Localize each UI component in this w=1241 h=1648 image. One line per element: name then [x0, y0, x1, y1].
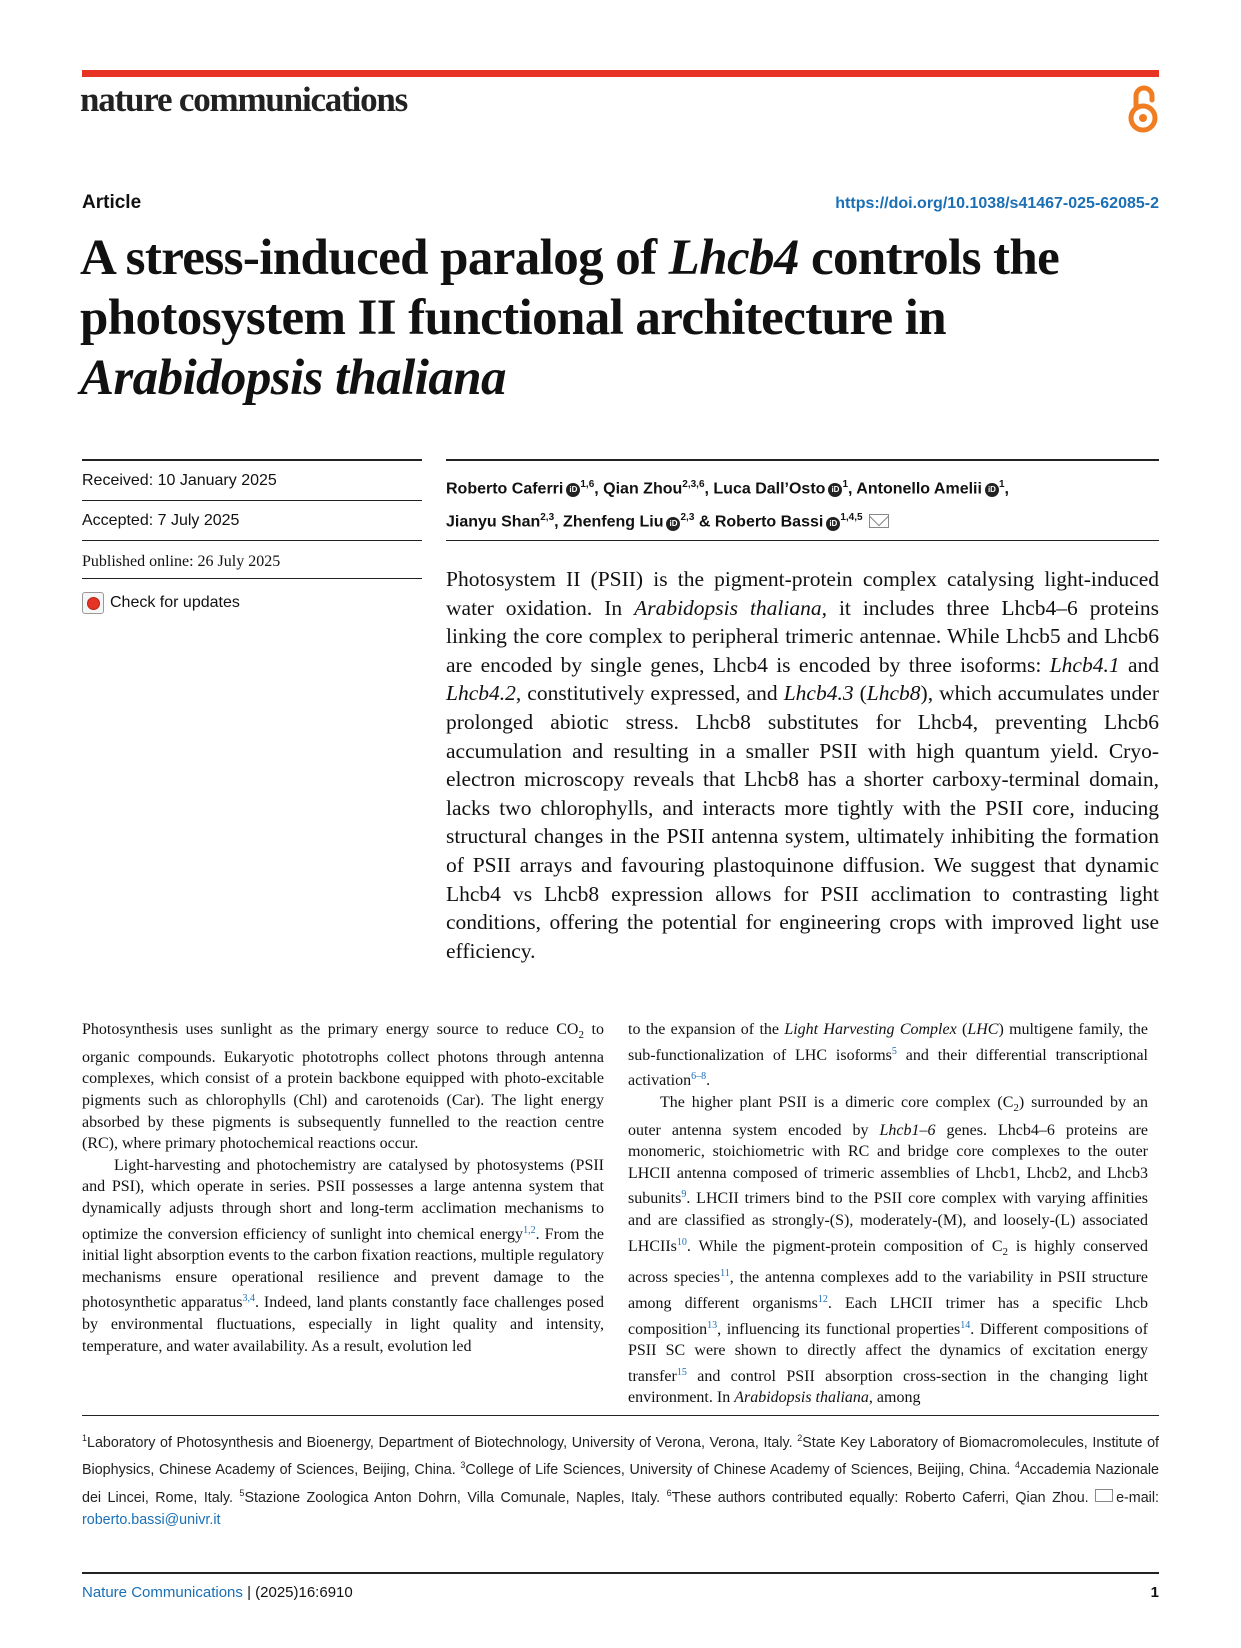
accepted-date: Accepted: 7 July 2025 [82, 512, 240, 529]
footer-volume: | (2025)16:6910 [242, 1584, 353, 1601]
paragraph: to the expansion of the Light Harvesting Complex (LHC) multigene family, the sub-functionalization of LHC isoforms$^5$ and their differential transcriptional activation$^{6-8}$. [628, 1021, 1148, 1090]
mail-icon[interactable] [869, 514, 889, 528]
abstract-text: , constitutively expressed, and [515, 681, 784, 706]
abstract-italic: Arabidopsis thaliana, [634, 595, 827, 620]
crossmark-icon [82, 592, 104, 614]
abstract-italic: Lhcb8 [866, 681, 921, 706]
citation-link[interactable]: 6–8 [691, 1071, 707, 1083]
abstract-text: Photosystem II (PSII) is the pigment-protein complex catalysing light-induced water oxidation. In [446, 567, 1159, 620]
page-number: 1 [1150, 1584, 1159, 1601]
article-type-label: Article [82, 192, 142, 213]
abstract-italic: Lhcb4.1 [1049, 652, 1120, 677]
published-date: Published online: 26 July 2025 [82, 553, 281, 570]
citation-link[interactable]: 13 [707, 1319, 718, 1331]
open-access-icon[interactable] [1124, 84, 1162, 134]
title-gene: Lhcb4 [668, 230, 799, 286]
author-separator: , [848, 480, 857, 498]
received-date: Received: 10 January 2025 [82, 472, 277, 489]
abstract-text: and [1119, 652, 1159, 677]
author-name[interactable]: Jianyu Shan [446, 513, 541, 531]
divider [82, 500, 422, 501]
author-separator: , [554, 513, 564, 531]
check-for-updates-button[interactable] [82, 592, 240, 614]
author-affiliation: 1,6 [580, 479, 595, 490]
author-separator: , [594, 480, 604, 498]
footer-citation [82, 1584, 353, 1601]
article-title [80, 228, 1180, 408]
abstract-text: ( [853, 681, 867, 706]
author-name[interactable]: Luca Dall’Osto [713, 480, 826, 498]
divider [82, 540, 422, 541]
citation-link[interactable]: 1,2 [523, 1224, 536, 1236]
author-name[interactable]: Roberto Bassi [714, 513, 824, 531]
author-affiliation: 2,3,6 [682, 479, 705, 490]
body-column-left [82, 1019, 604, 1357]
abstract [446, 565, 1159, 965]
author-affiliation: 2,3 [680, 512, 695, 524]
mail-icon [1095, 1489, 1113, 1502]
orcid-icon[interactable]: iD [666, 517, 680, 531]
orcid-icon[interactable]: iD [985, 483, 999, 497]
footer-journal-link[interactable]: Nature Communications [82, 1584, 243, 1601]
citation-link[interactable]: 14 [960, 1319, 971, 1331]
orcid-icon[interactable]: iD [566, 483, 580, 497]
abstract-text: ), which accumulates under prolonged abiotic stress. Lhcb8 substitutes for Lhcb4, preventing Lhcb6 accumulation and resulting in a smaller PSII with high quantum yield. Cryo-electron microscopy reveals that Lhcb8 has a shorter carboxy-terminal domain, lacks two chlorophylls, and interacts more tightly with the PSII core, inducing structural changes in the PSII antenna system, ultimately inhibiting the formation of PSII arrays and favouring plastoquinone diffusion. We suggest that dynamic Lhcb4 vs Lhcb8 expression allows for PSII acclimation to contrasting light conditions, offering the potential for engineering crops with improved light use efficiency. [446, 681, 1159, 963]
abstract-italic: Lhcb4.2 [446, 681, 516, 706]
citation-link[interactable]: 3,4 [242, 1293, 255, 1305]
author-name[interactable]: Zhenfeng Liu [563, 513, 664, 531]
citation-link[interactable]: 12 [817, 1293, 828, 1305]
email-link[interactable]: roberto.bassi@univr.it [82, 1511, 221, 1528]
divider [446, 459, 1159, 461]
top-accent-rule [82, 70, 1159, 77]
divider [446, 540, 1159, 541]
title-species: Arabidopsis thaliana [80, 350, 506, 406]
author-affiliation: 1 [842, 479, 848, 490]
author-separator: , [1004, 480, 1009, 498]
citation-link[interactable]: 9 [681, 1189, 687, 1201]
journal-logo[interactable]: nature communications [80, 80, 408, 119]
author-affiliation: 2,3 [540, 512, 555, 524]
abstract-italic: Lhcb4.3 [783, 681, 854, 706]
paragraph: Light-harvesting and photochemistry are catalysed by photosystems (PSII and PSI), which operate in series. PSII possesses a large antenna system that dynamically adjusts through short and long-term acclimation mechanisms to optimize the conversion efficiency of sunlight into chemical energy$^{1,2}$. From the initial light absorption events to the carbon fixation reactions, multiple regulatory mechanisms ensure operational resilience and prevent damage to the photosynthetic apparatus$^{3,4}$. Indeed, land plants constantly face challenges posed by environmental fluctuations, especially in light quality and intensity, temperature, and water availability. As a result, evolution led [82, 1156, 605, 1355]
divider [82, 1415, 1159, 1416]
title-part: controls the photosystem II functional architecture in [80, 230, 1060, 346]
divider [82, 1572, 1159, 1574]
citation-link[interactable]: 5 [891, 1045, 897, 1057]
divider [82, 459, 422, 461]
citation-link[interactable]: 15 [676, 1366, 687, 1378]
doi-link[interactable]: https://doi.org/10.1038/s41467-025-62085-2 [835, 195, 1159, 212]
author-list [446, 470, 1159, 537]
orcid-icon[interactable]: iD [828, 483, 842, 497]
paragraph: The higher plant PSII is a dimeric core complex $(C_2)$ surrounded by an outer antenna system encoded by Lhcb1–6 genes. Lhcb4–6 proteins are monomeric, stoichiometric with RC and bridge core complexes to the outer LHCII antenna composed of trimeric assemblies of Lhcb1, Lhcb2, and Lhcb3 subunits$^9$. LHCII trimers bind to the PSII core complex with varying affinities and are classified as strongly-(S), moderately-(M), and loosely-(L) associated LHCIIs$^{10}$. While the pigment-protein composition of $C_2$ is highly conserved across species$^{11}$, the antenna complexes add to the variability in PSII structure among different organisms$^{12}$. Each LHCII trimer has a specific Lhcb composition$^{13}$, influencing its functional properties$^{14}$. Different compositions of PSII SC were shown to directly affect the dynamics of excitation energy transfer$^{15}$ and control PSII absorption cross-section in the changing light environment. In Arabidopsis thaliana, among [628, 1093, 1149, 1407]
author-affiliation: 1,4,5 [840, 512, 863, 524]
author-separator: & [694, 513, 715, 531]
divider [82, 578, 422, 579]
orcid-icon[interactable]: iD [826, 517, 840, 531]
title-part: A stress-induced paralog of [80, 230, 669, 286]
abstract-text: it includes three Lhcb4–6 proteins linking the core complex to peripheral trimeric antennae. While Lhcb5 and Lhcb6 are encoded by single genes, Lhcb4 is encoded by three isoforms: [446, 595, 1159, 677]
check-for-updates-label: Check for updates [110, 594, 240, 611]
author-name[interactable]: Roberto Caferri [446, 480, 564, 498]
author-affiliation: 1 [998, 479, 1005, 490]
author-separator: , [704, 480, 714, 498]
citation-link[interactable]: 10 [676, 1236, 687, 1248]
paragraph: Photosynthesis uses sunlight as the primary energy source to reduce $CO_2$ to organic compounds. Eukaryotic phototrophs collect photons through antenna complexes, which consist of a protein backbone equipped with photo-excitable pigments such as chlorophylls (Chl) and carotenoids (Car). The light energy absorbed by these pigments is subsequently funnelled to the reaction centre (RC), where primary photochemical reactions occur. [82, 1021, 604, 1153]
affiliations-footnote: $^1$Laboratory of Photosynthesis and Bioenergy, Department of Biotechnology, University of Verona, Verona, Italy. $^2$State Key Laboratory of Biomacromolecules, Institute of Biophysics, Chinese Academy of Sciences, Beijing, China. $^3$College of Life Sciences, University of Chinese Academy of Sciences, Beijing, China. $^4$Accademia Nazionale dei Lincei, Rome, Italy. $^5$Stazione Zoologica Anton Dohrn, Villa Comunale, Naples, Italy. $^6$These authors contributed equally: Roberto Caferri, Qian Zhou. e-mail: roberto.bassi@univr.it [82, 1433, 1159, 1528]
citation-link[interactable]: 11 [720, 1268, 730, 1280]
body-column-right [628, 1019, 1148, 1409]
author-name[interactable]: Qian Zhou [603, 480, 683, 498]
author-name[interactable]: Antonello Amelii [856, 480, 982, 498]
